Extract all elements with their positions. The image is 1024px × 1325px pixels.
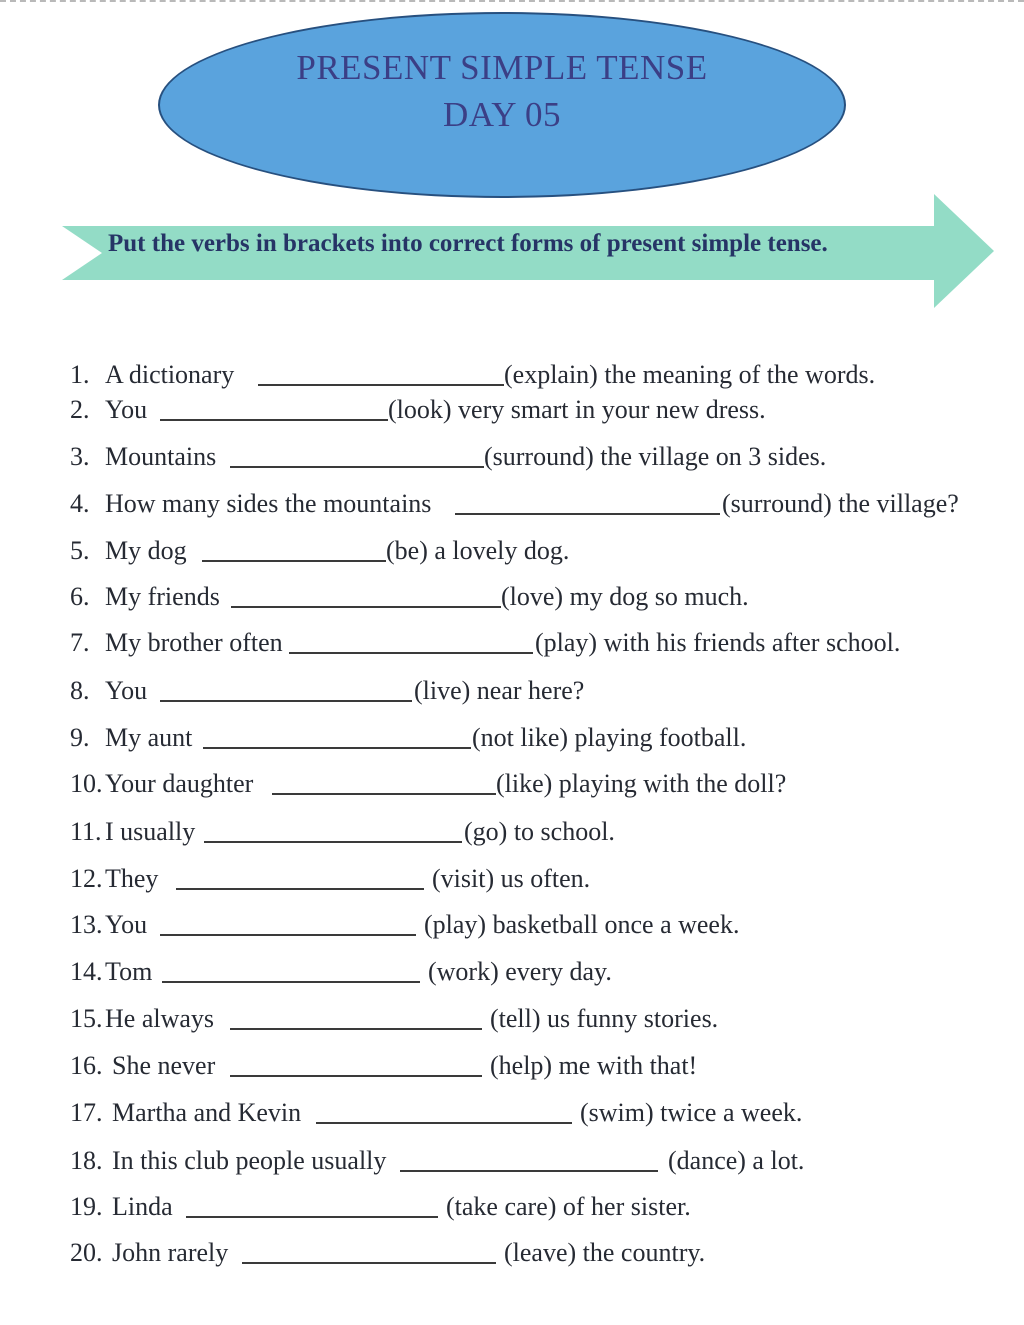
answer-blank[interactable] — [230, 464, 484, 468]
exercise-text-after: (play) basketball once a week. — [424, 910, 740, 939]
worksheet-day: DAY 05 — [442, 95, 562, 134]
exercise-text-before: How many sides the mountains — [105, 489, 432, 518]
exercise-number: 16. — [70, 1051, 103, 1080]
exercise-item — [0, 437, 1024, 477]
exercise-text-before: She never — [112, 1051, 216, 1080]
exercise-text-after: (tell) us funny stories. — [490, 1004, 719, 1033]
exercise-item — [0, 905, 1024, 945]
answer-blank[interactable] — [289, 650, 533, 654]
exercise-text-after: (take care) of her sister. — [446, 1192, 691, 1221]
exercise-text-before: You — [105, 910, 148, 939]
exercise-text-after: (not like) playing football. — [472, 723, 747, 752]
exercise-text-after: (swim) twice a week. — [580, 1098, 803, 1127]
answer-blank[interactable] — [160, 417, 388, 421]
exercise-number: 15. — [70, 1004, 103, 1033]
exercise-number: 5. — [70, 536, 90, 565]
exercise-text-after: (work) every day. — [428, 957, 612, 986]
exercise-text-after: (leave) the country. — [504, 1238, 706, 1267]
exercise-item — [0, 577, 1024, 617]
exercise-item — [0, 1187, 1024, 1227]
exercise-text-before: You — [105, 395, 148, 424]
exercise-item — [0, 484, 1024, 524]
exercise-text-after: (surround) the village on 3 sides. — [484, 442, 827, 471]
exercise-number: 12. — [70, 864, 103, 893]
exercise-number: 20. — [70, 1238, 103, 1267]
answer-blank[interactable] — [162, 979, 420, 983]
exercise-text-after: (be) a lovely dog. — [386, 536, 570, 565]
exercise-item — [0, 859, 1024, 899]
exercise-item — [0, 531, 1024, 571]
exercise-number: 9. — [70, 723, 90, 752]
exercise-text-before: A dictionary — [105, 360, 235, 389]
exercise-item — [0, 390, 1024, 430]
exercise-item — [0, 952, 1024, 992]
exercise-number: 4. — [70, 489, 90, 518]
exercise-number: 2. — [70, 395, 90, 424]
exercise-text-after: (go) to school. — [464, 817, 615, 846]
exercise-text-after: (like) playing with the doll? — [496, 769, 787, 798]
exercise-text-before: Martha and Kevin — [112, 1098, 302, 1127]
answer-blank[interactable] — [186, 1214, 438, 1218]
exercise-item — [0, 671, 1024, 711]
instruction-text: Put the verbs in brackets into correct forms of present simple tense. — [108, 230, 828, 257]
answer-blank[interactable] — [176, 886, 424, 890]
exercise-item — [0, 1046, 1024, 1086]
exercise-text-after: (dance) a lot. — [668, 1146, 805, 1175]
exercise-text-before: My brother often — [105, 628, 283, 657]
exercise-text-after: (play) with his friends after school. — [535, 628, 901, 657]
exercise-item — [0, 764, 1024, 804]
answer-blank[interactable] — [400, 1168, 658, 1172]
exercise-item — [0, 355, 1024, 395]
answer-blank[interactable] — [230, 1073, 482, 1077]
exercise-text-after: (surround) the village? — [722, 489, 959, 518]
exercise-number: 1. — [70, 360, 90, 389]
exercise-text-before: My aunt — [105, 723, 193, 752]
exercise-number: 3. — [70, 442, 90, 471]
exercise-number: 18. — [70, 1146, 103, 1175]
exercise-text-before: My dog — [105, 536, 187, 565]
exercise-text-before: In this club people usually — [112, 1146, 387, 1175]
exercise-number: 14. — [70, 957, 103, 986]
worksheet-title: PRESENT SIMPLE TENSE — [296, 48, 708, 87]
exercise-text-before: My friends — [105, 582, 220, 611]
answer-blank[interactable] — [204, 839, 462, 843]
exercise-item — [0, 812, 1024, 852]
exercise-text-before: I usually — [105, 817, 196, 846]
exercise-number: 17. — [70, 1098, 103, 1127]
answer-blank[interactable] — [160, 698, 412, 702]
exercise-number: 7. — [70, 628, 90, 657]
exercise-item — [0, 1141, 1024, 1181]
exercise-number: 6. — [70, 582, 90, 611]
exercise-number: 13. — [70, 910, 103, 939]
exercise-text-after: (love) my dog so much. — [501, 582, 749, 611]
exercise-text-after: (visit) us often. — [432, 864, 591, 893]
exercise-text-before: Tom — [105, 957, 153, 986]
answer-blank[interactable] — [231, 604, 501, 608]
exercise-text-before: Linda — [112, 1192, 173, 1221]
exercise-item — [0, 1233, 1024, 1273]
answer-blank[interactable] — [203, 745, 471, 749]
answer-blank[interactable] — [455, 511, 720, 515]
answer-blank[interactable] — [160, 932, 416, 936]
exercise-number: 11. — [70, 817, 102, 846]
answer-blank[interactable] — [272, 791, 496, 795]
answer-blank[interactable] — [316, 1120, 572, 1124]
exercise-number: 10. — [70, 769, 103, 798]
exercise-text-before: He always — [105, 1004, 215, 1033]
exercise-text-before: They — [105, 864, 159, 893]
exercise-item — [0, 718, 1024, 758]
answer-blank[interactable] — [242, 1260, 496, 1264]
exercise-text-before: John rarely — [112, 1238, 229, 1267]
exercise-item — [0, 623, 1024, 663]
exercise-text-before: You — [105, 676, 148, 705]
exercise-number: 8. — [70, 676, 90, 705]
exercise-text-after: (live) near here? — [414, 676, 585, 705]
answer-blank[interactable] — [202, 558, 386, 562]
exercise-text-before: Your daughter — [105, 769, 254, 798]
exercise-item — [0, 1093, 1024, 1133]
answer-blank[interactable] — [230, 1026, 482, 1030]
top-dashed-border — [0, 0, 1024, 6]
exercise-text-after: (explain) the meaning of the words. — [504, 360, 876, 389]
exercise-text-before: Mountains — [105, 442, 217, 471]
exercise-item — [0, 999, 1024, 1039]
exercise-text-after: (help) me with that! — [490, 1051, 698, 1080]
exercise-number: 19. — [70, 1192, 103, 1221]
answer-blank[interactable] — [258, 382, 504, 386]
exercise-text-after: (look) very smart in your new dress. — [388, 395, 766, 424]
